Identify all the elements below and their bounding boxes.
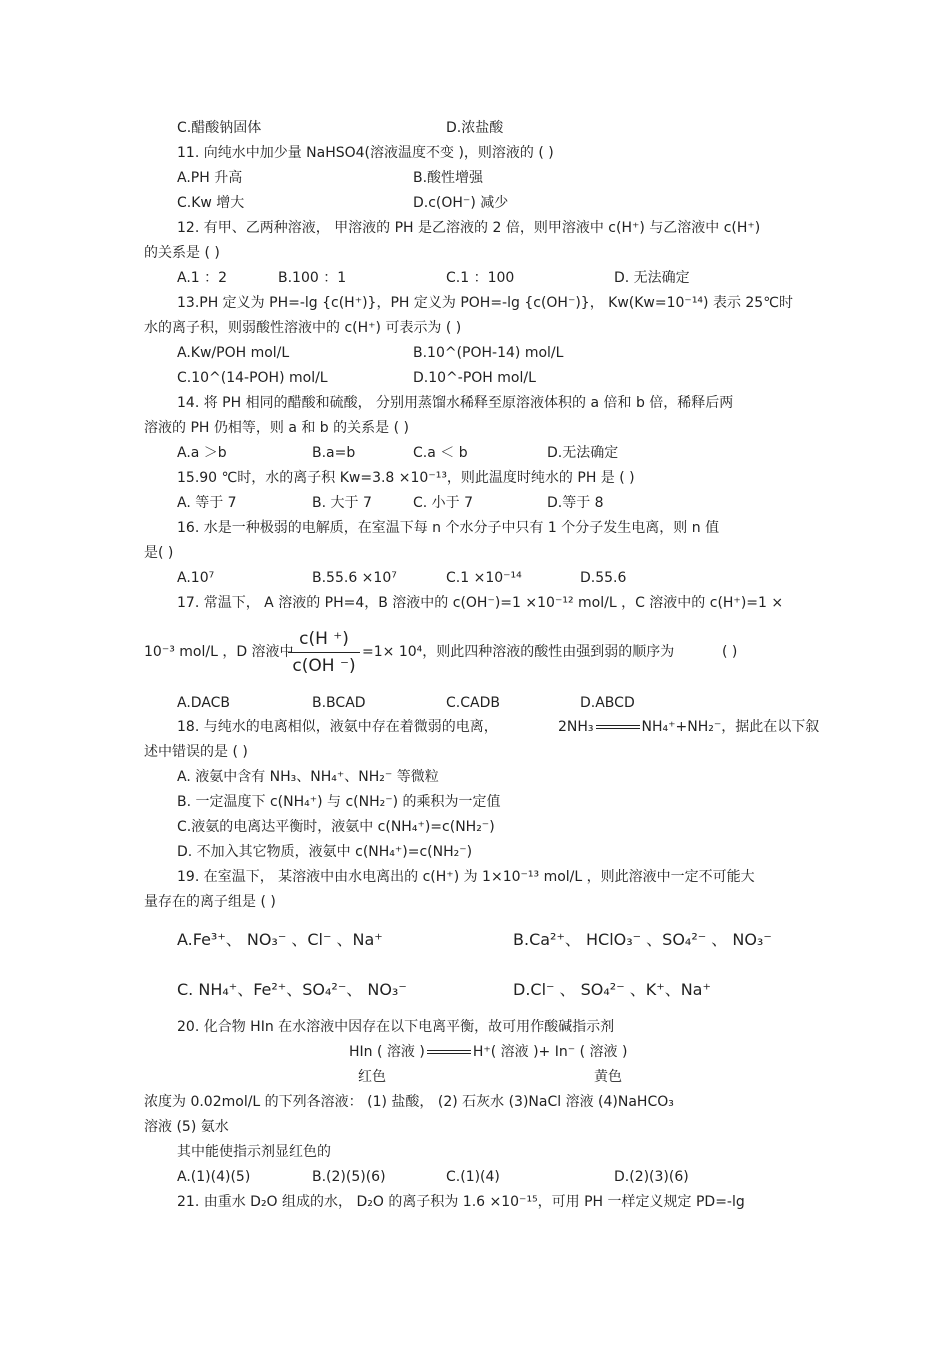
fraction-denominator: c(OH ⁻): [292, 656, 356, 676]
q18-option-a: A. 液氨中含有 NH₃、NH₄⁺、NH₂⁻ 等微粒: [177, 769, 439, 785]
q20-color-red-label: 红色: [358, 1069, 386, 1085]
q18-option-c: C.液氨的电离达平衡时，液氨中 c(NH₄⁺)=c(NH₂⁻): [177, 819, 495, 835]
q16-option-d: D.55.6: [580, 570, 627, 586]
q20-option-d: D.(2)(3)(6): [614, 1169, 689, 1185]
q17-answer-paren: ( ): [722, 644, 738, 660]
q19-option-b: B.Ca²⁺、 HClO₃⁻ 、SO₄²⁻ 、 NO₃⁻: [513, 930, 772, 949]
equilibrium-arrow-icon: [596, 724, 640, 730]
q11-option-d: D.c(OH⁻) 减少: [413, 195, 509, 211]
q16-option-c: C.1 ×10⁻¹⁴: [446, 570, 522, 586]
q20-option-c: C.(1)(4): [446, 1169, 500, 1185]
equation-left: 2NH₃: [558, 719, 594, 735]
q17-option-d: D.ABCD: [580, 695, 635, 711]
q17-option-a: A.DACB: [177, 695, 231, 711]
q17-option-b: B.BCAD: [312, 695, 366, 711]
q19-option-c: C. NH₄⁺、Fe²⁺、SO₄²⁻、 NO₃⁻: [177, 980, 407, 999]
q20-stem-cont: 浓度为 0.02mol/L 的下列各溶液： (1) 盐酸， (2) 石灰水 (3)NaCl 溶液 (4)NaHCO₃: [144, 1094, 674, 1110]
fraction-numerator: c(H ⁺): [299, 629, 349, 649]
q14-stem: 14. 将 PH 相同的醋酸和硫酸， 分别用蒸馏水稀释至原溶液体积的 a 倍和 b 倍，稀释后两: [177, 395, 734, 411]
q20-equation: [349, 1043, 627, 1061]
q11-stem: 11. 向纯水中加少量 NaHSO4(溶液温度不变 )，则溶液的 ( ): [177, 145, 554, 161]
q13-stem: 13.PH 定义为 PH=-lg {c(H⁺)}，PH 定义为 POH=-lg {c(OH⁻)}， Kw(Kw=10⁻¹⁴) 表示 25℃时: [177, 295, 793, 311]
equation-right: H⁺( 溶液 )+ In⁻ ( 溶液 ): [472, 1044, 628, 1060]
q15-option-a: A. 等于 7: [177, 495, 237, 511]
q19-stem: 19. 在室温下， 某溶液中由水电离出的 c(H⁺) 为 1×10⁻¹³ mol/L ，则此溶液中一定不可能大: [177, 869, 755, 885]
q18-stem: 18. 与纯水的电离相似，液氨中存在着微弱的电离，: [177, 719, 498, 735]
q16-option-a: A.10⁷: [177, 570, 215, 586]
q11-option-a: A.PH 升高: [177, 170, 243, 186]
q20-stem-cont3: 其中能使指示剂显红色的: [177, 1144, 331, 1160]
q12-option-d: D. 无法确定: [614, 270, 690, 286]
q14-option-c: C.a ＜ b: [413, 445, 468, 461]
q20-option-a: A.(1)(4)(5): [177, 1169, 251, 1185]
q20-option-b: B.(2)(5)(6): [312, 1169, 386, 1185]
q12-option-a: A.1 ：2: [177, 270, 228, 286]
q11-option-b: B.酸性增强: [413, 170, 484, 186]
q10-option-d: D.浓盐酸: [446, 120, 504, 136]
q13-option-d: D.10^-POH mol/L: [413, 370, 536, 386]
q13-option-c: C.10^(14-POH) mol/L: [177, 370, 328, 386]
q18-option-d: D. 不加入其它物质，液氨中 c(NH₄⁺)=c(NH₂⁻): [177, 844, 473, 860]
q15-option-d: D.等于 8: [547, 495, 604, 511]
q16-option-b: B.55.6 ×10⁷: [312, 570, 397, 586]
q15-option-c: C. 小于 7: [413, 495, 474, 511]
q19-stem-cont: 量存在的离子组是 ( ): [144, 894, 276, 910]
q20-stem-cont2: 溶液 (5) 氨水: [144, 1119, 229, 1135]
fraction-bar: [288, 652, 360, 653]
q13-stem-cont: 水的离子积，则弱酸性溶液中的 c(H⁺) 可表示为 ( ): [144, 320, 462, 336]
q17-fraction: [288, 627, 360, 678]
q17-option-c: C.CADB: [446, 695, 500, 711]
q12-option-c: C.1 ：100: [446, 270, 515, 286]
q12-stem-cont: 的关系是 ( ): [144, 245, 220, 261]
q19-option-d: D.Cl⁻ 、 SO₄²⁻ 、K⁺、Na⁺: [513, 980, 711, 999]
q12-option-b: B.100 ：1: [278, 270, 347, 286]
q18-option-b: B. 一定温度下 c(NH₄⁺) 与 c(NH₂⁻) 的乘积为一定值: [177, 794, 501, 810]
q19-option-a: A.Fe³⁺、 NO₃⁻ 、Cl⁻ 、Na⁺: [177, 930, 383, 949]
q21-stem: 21. 由重水 D₂O 组成的水， D₂O 的离子积为 1.6 ×10⁻¹⁵，可用 PH 一样定义规定 PD=-lg: [177, 1194, 745, 1210]
q16-stem-cont: 是( ): [144, 545, 174, 561]
equation-left: HIn ( 溶液 ): [349, 1044, 425, 1060]
equilibrium-arrow-icon: [427, 1049, 471, 1055]
equation-right: NH₄⁺+NH₂⁻，据此在以下叙: [641, 719, 820, 735]
q20-stem: 20. 化合物 HIn 在水溶液中因存在以下电离平衡，故可用作酸碱指示剂: [177, 1019, 615, 1035]
q20-color-yellow-label: 黄色: [594, 1069, 622, 1085]
q13-option-a: A.Kw/POH mol/L: [177, 345, 290, 361]
q11-option-c: C.Kw 增大: [177, 195, 245, 211]
q15-stem: 15.90 ℃时，水的离子积 Kw=3.8 ×10⁻¹³，则此温度时纯水的 PH 是 ( ): [177, 470, 635, 486]
q15-option-b: B. 大于 7: [312, 495, 372, 511]
q10-option-c: C.醋酸钠固体: [177, 120, 262, 136]
q18-stem-cont: 述中错误的是 ( ): [144, 744, 248, 760]
q17-stem-cont: 10⁻³ mol/L ，D 溶液中: [144, 644, 294, 660]
q14-stem-cont: 溶液的 PH 仍相等，则 a 和 b 的关系是 ( ): [144, 420, 409, 436]
q18-equation: [558, 718, 819, 736]
q17-stem-cont2: =1× 10⁴，则此四种溶液的酸性由强到弱的顺序为: [362, 644, 675, 660]
q13-option-b: B.10^(POH-14) mol/L: [413, 345, 564, 361]
q16-stem: 16. 水是一种极弱的电解质，在室温下每 n 个水分子中只有 1 个分子发生电离，则 n 值: [177, 520, 720, 536]
q14-option-a: A.a ＞b: [177, 445, 227, 461]
q14-option-d: D.无法确定: [547, 445, 619, 461]
q14-option-b: B.a=b: [312, 445, 356, 461]
q12-stem: 12. 有甲、乙两种溶液， 甲溶液的 PH 是乙溶液的 2 倍，则甲溶液中 c(H⁺) 与乙溶液中 c(H⁺): [177, 220, 761, 236]
q17-stem: 17. 常温下， A 溶液的 PH=4，B 溶液中的 c(OH⁻)=1 ×10⁻¹² mol/L ，C 溶液中的 c(H⁺)=1 ×: [177, 595, 784, 611]
